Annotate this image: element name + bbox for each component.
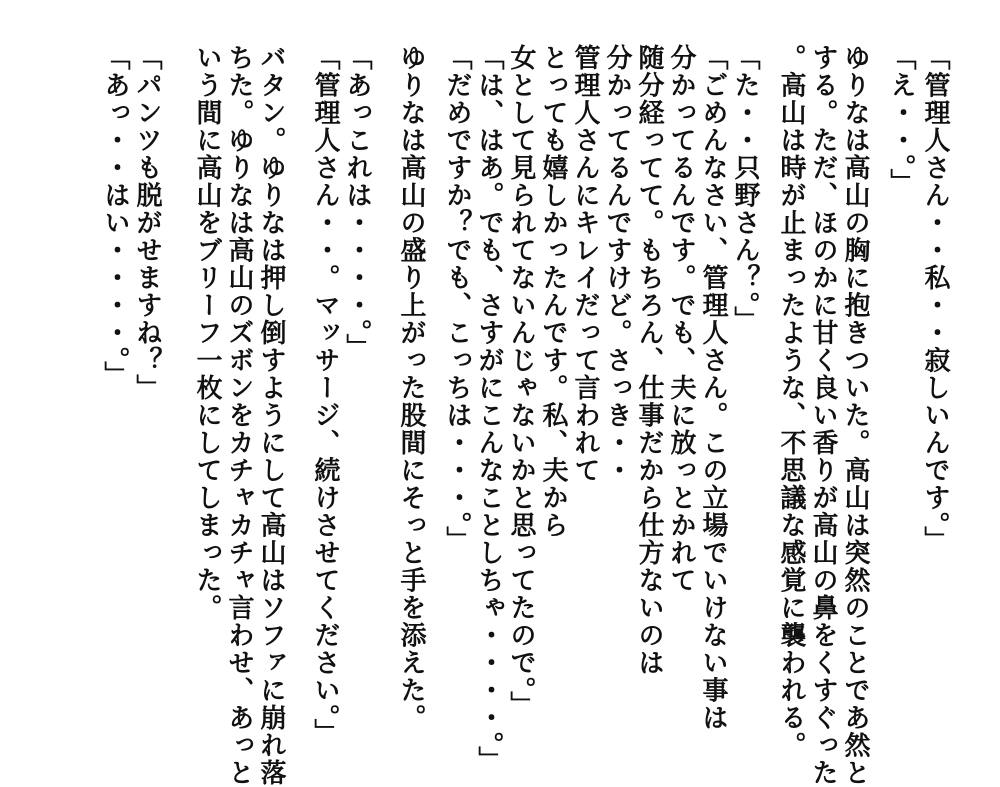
text-line-12: とっても嬉しかったんです。私、夫から — [538, 44, 568, 539]
text-line-19: バタン。ゆりなは押し倒すようにして高山はソファに崩れ落 — [256, 44, 286, 787]
text-line-13: 女として見られてないんじゃないかと思ってたので。」 — [506, 44, 536, 719]
text-line-5: 。高山は時が止まったような、不思議な感覚に襲われる。 — [776, 44, 806, 759]
text-line-9: 随分経ってて。もちろん、仕事だから仕方ないのは — [634, 44, 664, 677]
text-line-21: いう間に高山をブリーフ一枚にしてしまった。 — [192, 44, 222, 622]
text-line-22: 「パンツも脱がせますね？」 — [132, 44, 162, 402]
text-line-10: 分かってるんですけど。さっき・・ — [602, 44, 632, 484]
text-line-20: ちた。ゆりなは高山のズボンをカチャカチャ言わせ、あっと — [224, 44, 254, 787]
text-line-8: 分かってるんです。でも、夫に放っとかれて — [666, 44, 696, 594]
text-line-18: 「管理人さん・・。マッサージ、続けさせてください。」 — [310, 44, 340, 746]
text-line-7: 「ごめんなさい、管理人さん。この立場でいけない事は — [698, 44, 728, 732]
text-line-15: 「だめですか？でも、こっちは・・・。」 — [442, 44, 472, 554]
text-line-23: 「あっ・・はい・・・・。」 — [100, 44, 130, 389]
text-line-14: 「は、はあ。でも、さすがにこんなことしちゃ・・・・。」 — [474, 44, 504, 774]
text-line-16: ゆりなは高山の盛り上がった股間にそっと手を添えた。 — [396, 44, 426, 732]
text-line-17: 「あっこれは・・・・。」 — [342, 44, 372, 361]
text-line-6: 「た・・只野さん？。」 — [730, 44, 760, 334]
text-line-4: する。ただ、ほのかに甘く良い香りが高山の鼻をくすぐった — [808, 44, 838, 787]
text-line-11: 管理人さんにキレイだって言われて — [570, 44, 600, 484]
text-line-2: 「え・・。」 — [886, 44, 916, 196]
text-line-3: ゆりなは高山の胸に抱きついた。高山は突然のことであ然と — [840, 44, 870, 787]
text-line-1: 「管理人さん・・私・・寂しいんです。」 — [920, 44, 950, 554]
